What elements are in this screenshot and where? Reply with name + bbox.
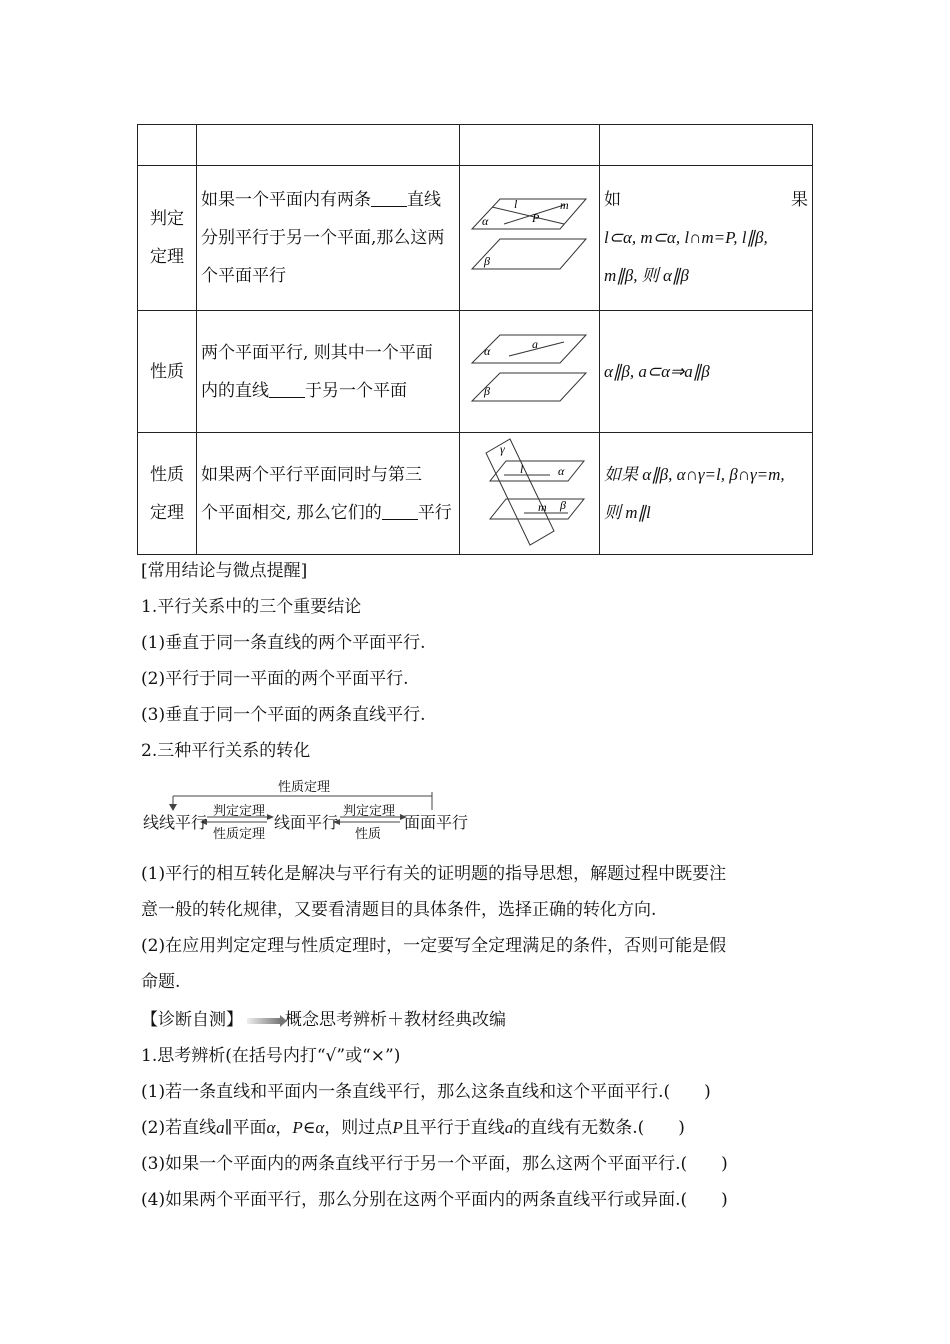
question-item: (3)如果一个平面内的两条直线平行于另一个平面，那么这两个平面平行.( ) [141,1154,728,1174]
question-item: (2)若直线a∥平面α，P∈α，则过点P且平行于直线a的直线有无数条.( ) [141,1118,685,1138]
self-test-tag: 【诊断自测】 [141,1010,243,1030]
svg-text:β: β [484,384,490,398]
planes-figure [464,435,595,547]
note-line: (2)在应用判定定理与性质定理时，一定要写全定理满足的条件，否则可能是假 [141,936,727,956]
svg-text:m: m [538,500,547,514]
list-item: (1)垂直于同一条直线的两个平面平行. [141,633,426,653]
diagram-top-label: 性质定理 [278,780,331,795]
svg-text:a: a [532,337,538,351]
table-row [138,311,813,433]
summary-heading: [常用结论与微点提醒] [141,561,308,581]
section-title: 2.三种平行关系的转化 [141,741,311,761]
table-header-row [138,125,813,166]
self-test-section [141,1002,813,1218]
row-formula: α∥β, a⊂α⇒a∥β [600,311,813,433]
self-test-subtitle: 概念思考辨析＋教材经典改编 [285,1010,506,1030]
diagram-node: 面面平行 [404,813,469,832]
diagram-arrow-label: 判定定理 [343,804,396,819]
self-test-header [141,1002,813,1038]
transformation-diagram [137,772,477,842]
svg-text:l: l [514,196,518,211]
row-label: 性质 [138,311,197,433]
diagram-node: 线面平行 [274,813,339,832]
svg-text:P: P [532,210,540,225]
section-title: 1.平行关系中的三个重要结论 [141,597,362,617]
note-line: 意一般的转化规律，又要看清题目的具体条件，选择正确的转化方向. [141,900,657,920]
planes-figure [464,329,595,409]
svg-text:α: α [482,213,489,228]
svg-text:l: l [520,462,524,476]
table-row [138,433,813,555]
figure-three-planes [460,433,600,555]
summary-section [141,553,813,769]
svg-text:γ: γ [500,442,505,456]
question-item: (4)如果两个平面平行，那么分别在这两个平面内的两条直线平行或异面.( ) [141,1190,728,1210]
question-title: 1.思考辨析(在括号内打“√”或“×”) [141,1046,401,1066]
row-label: 判定定理 [138,166,197,311]
row-formula: 如 果 l⊂α, m⊂α, l∩m=P, l∥β, m∥β, 则 α∥β [600,166,813,311]
svg-text:α: α [484,344,491,358]
svg-text:β: β [484,253,490,268]
svg-text:β: β [560,498,566,512]
notes-section [141,856,813,1000]
theorem-table [137,124,813,555]
note-line: (1)平行的相互转化是解决与平行有关的证明题的指导思想，解题过程中既要注 [141,864,727,884]
svg-text:α: α [558,464,565,478]
svg-text:m: m [560,197,569,212]
row-label: 性质定理 [138,433,197,555]
row-text: 两个平面平行, 则其中一个平面 内的直线 于另一个平面 [197,311,460,433]
question-item: (1)若一条直线和平面内一条直线平行，那么这条直线和这个平面平行.( ) [141,1082,711,1102]
arrow-icon [247,1018,281,1024]
diagram-node: 线线平行 [143,813,208,832]
list-item: (2)平行于同一平面的两个平面平行. [141,669,409,689]
figure-two-lines-planes [460,166,600,311]
planes-figure [464,191,595,281]
row-text: 如果两个平行平面同时与第三 个平面相交, 那么它们的 平行 [197,433,460,555]
table-row [138,166,813,311]
list-item: (3)垂直于同一个平面的两条直线平行. [141,705,426,725]
diagram-arrow-label: 性质定理 [213,827,266,842]
diagram-arrow-label: 性质 [355,827,382,842]
figure-plane-line [460,311,600,433]
diagram-arrow-label: 判定定理 [213,804,266,819]
row-text: 如果一个平面内有两条 直线分别平行于另一个平面,那么这两个平面平行 [197,166,460,311]
note-line: 命题. [141,972,181,992]
row-formula: 如果 α∥β, α∩γ=l, β∩γ=m, 则 m∥l [600,433,813,555]
